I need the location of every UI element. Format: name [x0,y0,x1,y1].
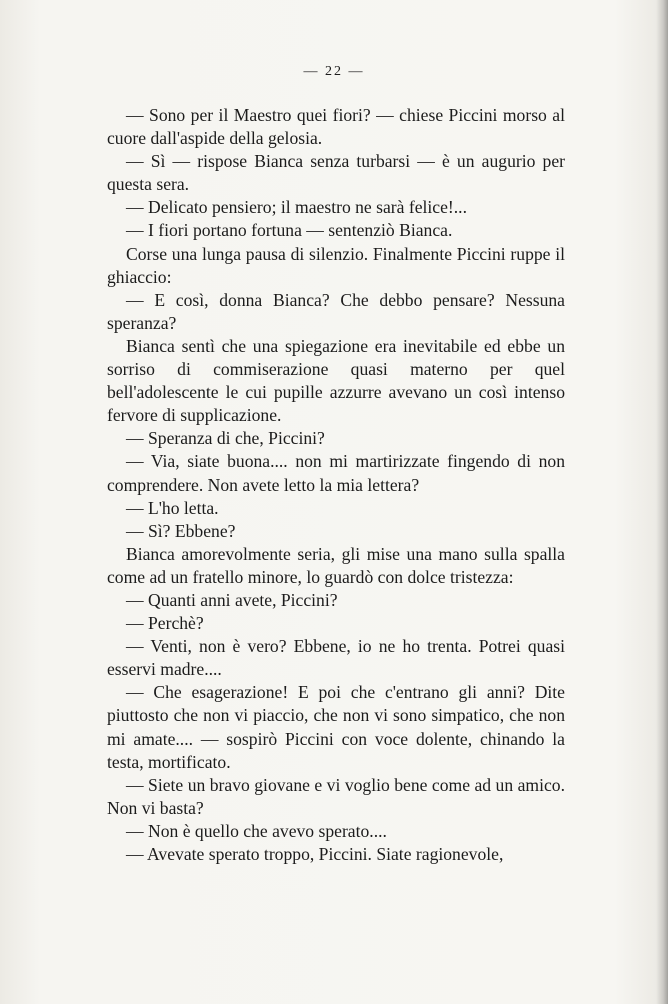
page-edge-shadow [656,0,668,1004]
paragraph: — Siete un bravo giovane e vi voglio bene come ad un amico. Non vi basta? [107,774,565,818]
paragraph: — Sì? Ebbene? [126,520,236,541]
paragraph: — L'ho letta. [126,497,219,518]
page-number: — 22 — [303,64,365,79]
paragraph: Bianca amorevolmente seria, gli mise una mano sulla spalla come ad un fratello minore, lo guardò con dolce tristezza: [107,543,565,587]
paragraph: — E così, donna Bianca? Che debbo pensare? Nessuna speranza? [107,289,565,333]
paragraph: — Sono per il Maestro quei fiori? — chiese Piccini morso al cuore dall'aspide della gelosia. [107,105,565,149]
paragraph: — Delicato pensiero; il maestro ne sarà felice!... [126,197,467,218]
paragraph: — Avevate sperato troppo, Piccini. Siate ragionevole, [126,844,504,864]
paragraph: — Non è quello che avevo sperato.... [126,820,387,841]
paragraph: — Che esagerazione! E poi che c'entrano gli anni? Dite piuttosto che non vi piaccio, che non vi sono simpatico, che non mi amate.... — sospirò Piccini con voce dolente, chinando la testa, mortificato. [107,682,565,772]
paragraph: — I fiori portano fortuna — sentenziò Bianca. [126,220,453,241]
paragraph: Bianca sentì che una spiegazione era inevitabile ed ebbe un sorriso di commiserazione quasi materno per quel bell'adolescente le cui pupille azzurre avevano un così intenso fervore di supplicazione. [107,335,565,426]
paragraph: — Speranza di che, Piccini? [126,428,325,449]
paragraph: — Perchè? [126,613,204,634]
paragraph: — Venti, non è vero? Ebbene, io ne ho trenta. Potrei quasi esservi madre.... [107,636,565,680]
paragraph: Corse una lunga pausa di silenzio. Finalmente Piccini ruppe il ghiaccio: [107,243,565,287]
paragraph: — Via, siate buona.... non mi martirizzate fingendo di non comprendere. Non avete letto la mia lettera? [107,451,565,495]
body-text [107,104,565,866]
paragraph: — Quanti anni avete, Piccini? [126,589,338,610]
paragraph: — Sì — rispose Bianca senza turbarsi — è un augurio per questa sera. [107,151,565,195]
